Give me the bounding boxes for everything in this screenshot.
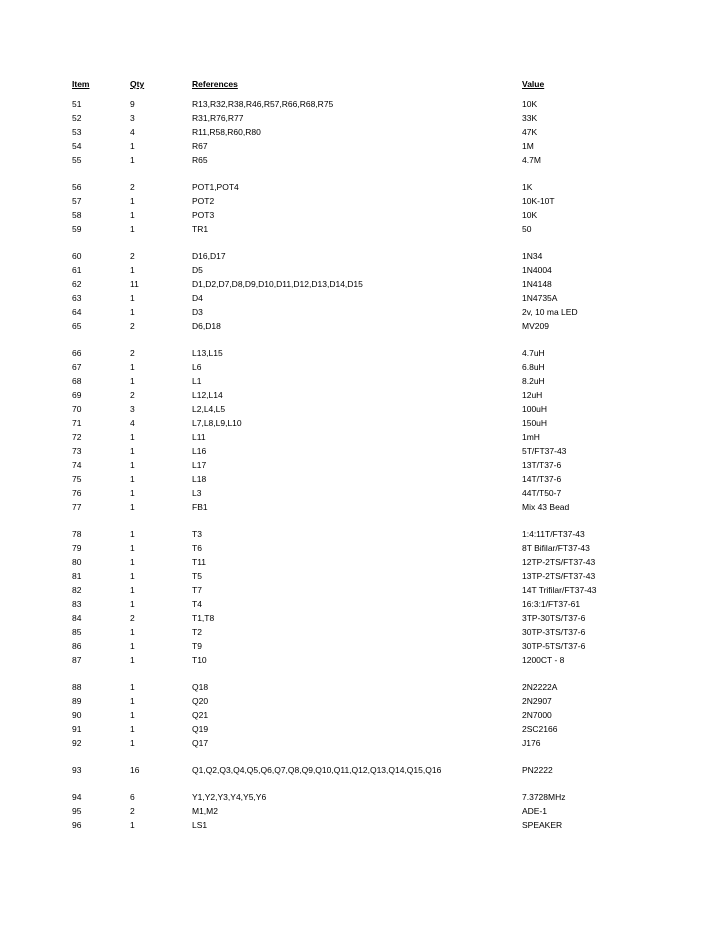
table-row	[72, 391, 672, 405]
cell-references: T6	[192, 543, 202, 553]
cell-qty: 1	[130, 376, 135, 386]
cell-references: L13,L15	[192, 348, 223, 358]
table-body	[72, 100, 672, 835]
cell-references: L1	[192, 376, 202, 386]
table-row	[72, 252, 672, 266]
cell-value: MV209	[522, 321, 549, 331]
cell-references: T3	[192, 529, 202, 539]
table-row	[72, 308, 672, 322]
cell-references: FB1	[192, 502, 208, 512]
cell-value: 1N4004	[522, 265, 552, 275]
cell-value: 10K	[522, 99, 538, 109]
cell-value: 4.7M	[522, 155, 541, 165]
table-row	[72, 821, 672, 835]
cell-item: 88	[72, 682, 82, 692]
cell-value: 30TP-5TS/T37-6	[522, 641, 586, 651]
cell-value: 1:4:11T/FT37-43	[522, 529, 585, 539]
cell-item: 96	[72, 820, 82, 830]
cell-references: M1,M2	[192, 806, 218, 816]
cell-item: 92	[72, 738, 82, 748]
cell-references: LS1	[192, 820, 208, 830]
table-row	[72, 475, 672, 489]
cell-qty: 6	[130, 792, 135, 802]
cell-qty: 3	[130, 113, 135, 123]
cell-qty: 1	[130, 293, 135, 303]
table-row	[72, 586, 672, 600]
cell-value: 2N2222A	[522, 682, 558, 692]
cell-item: 61	[72, 265, 82, 275]
table-row	[72, 266, 672, 280]
cell-references: D1,D2,D7,D8,D9,D10,D11,D12,D13,D14,D15	[192, 279, 363, 289]
cell-qty: 1	[130, 655, 135, 665]
cell-references: T9	[192, 641, 202, 651]
cell-item: 55	[72, 155, 82, 165]
table-row	[72, 614, 672, 628]
cell-item: 51	[72, 99, 82, 109]
cell-references: T1,T8	[192, 613, 215, 623]
cell-references: Q18	[192, 682, 209, 692]
table-row	[72, 183, 672, 197]
cell-item: 72	[72, 432, 82, 442]
cell-item: 54	[72, 141, 82, 151]
table-row	[72, 558, 672, 572]
cell-item: 84	[72, 613, 82, 623]
cell-value: Mix 43 Bead	[522, 502, 570, 512]
cell-item: 66	[72, 348, 82, 358]
cell-item: 87	[72, 655, 82, 665]
cell-value: 13TP-2TS/FT37-43	[522, 571, 596, 581]
cell-qty: 2	[130, 806, 135, 816]
cell-references: Q19	[192, 724, 209, 734]
table-row	[72, 128, 672, 142]
cell-qty: 1	[130, 224, 135, 234]
cell-item: 75	[72, 474, 82, 484]
table-header-row	[72, 80, 672, 100]
cell-references: L17	[192, 460, 207, 470]
cell-value: 4.7uH	[522, 348, 545, 358]
cell-qty: 1	[130, 599, 135, 609]
cell-qty: 4	[130, 127, 135, 137]
cell-item: 94	[72, 792, 82, 802]
cell-item: 73	[72, 446, 82, 456]
cell-references: R31,R76,R77	[192, 113, 244, 123]
spacer-cell	[72, 170, 672, 183]
cell-references: T5	[192, 571, 202, 581]
table-row	[72, 530, 672, 544]
spacer-cell	[72, 670, 672, 683]
table-group-spacer	[72, 170, 672, 183]
cell-item: 70	[72, 404, 82, 414]
cell-value: 1N4148	[522, 279, 552, 289]
cell-qty: 1	[130, 557, 135, 567]
cell-qty: 1	[130, 724, 135, 734]
cell-value: 6.8uH	[522, 362, 545, 372]
table-row	[72, 503, 672, 517]
cell-qty: 1	[130, 446, 135, 456]
cell-references: Y1,Y2,Y3,Y4,Y5,Y6	[192, 792, 267, 802]
table-row	[72, 683, 672, 697]
column-header-qty: Qty	[130, 79, 145, 89]
cell-item: 64	[72, 307, 82, 317]
cell-references: POT2	[192, 196, 215, 206]
cell-item: 80	[72, 557, 82, 567]
cell-value: PN2222	[522, 765, 553, 775]
cell-references: R67	[192, 141, 208, 151]
cell-value: 12uH	[522, 390, 543, 400]
cell-qty: 1	[130, 460, 135, 470]
cell-references: R13,R32,R38,R46,R57,R66,R68,R75	[192, 99, 334, 109]
cell-qty: 1	[130, 682, 135, 692]
cell-qty: 16	[130, 765, 140, 775]
cell-value: 10K-10T	[522, 196, 555, 206]
cell-qty: 2	[130, 182, 135, 192]
cell-qty: 1	[130, 307, 135, 317]
table-row	[72, 156, 672, 170]
table-row	[72, 405, 672, 419]
cell-references: T11	[192, 557, 207, 567]
cell-qty: 1	[130, 474, 135, 484]
cell-item: 95	[72, 806, 82, 816]
cell-value: 2N7000	[522, 710, 552, 720]
cell-item: 56	[72, 182, 82, 192]
cell-references: D16,D17	[192, 251, 226, 261]
cell-value: 10K	[522, 210, 538, 220]
cell-references: D6,D18	[192, 321, 221, 331]
table-row	[72, 280, 672, 294]
cell-references: D3	[192, 307, 203, 317]
cell-value: 1N34	[522, 251, 543, 261]
cell-value: 100uH	[522, 404, 548, 414]
table-header	[72, 80, 672, 100]
cell-references: T7	[192, 585, 202, 595]
cell-qty: 2	[130, 251, 135, 261]
cell-references: POT1,POT4	[192, 182, 239, 192]
table-row	[72, 197, 672, 211]
spacer-cell	[72, 336, 672, 349]
cell-references: D5	[192, 265, 203, 275]
cell-value: 13T/T37-6	[522, 460, 562, 470]
cell-item: 82	[72, 585, 82, 595]
cell-item: 69	[72, 390, 82, 400]
table-row	[72, 100, 672, 114]
cell-references: TR1	[192, 224, 209, 234]
column-header-references: References	[192, 79, 238, 89]
table-row	[72, 725, 672, 739]
table-row	[72, 211, 672, 225]
cell-references: L18	[192, 474, 207, 484]
table-row	[72, 544, 672, 558]
cell-item: 60	[72, 251, 82, 261]
cell-value: 1mH	[522, 432, 540, 442]
cell-value: 7.3728MHz	[522, 792, 566, 802]
cell-value: 5T/FT37-43	[522, 446, 567, 456]
cell-item: 71	[72, 418, 82, 428]
table-row	[72, 656, 672, 670]
spacer-cell	[72, 780, 672, 793]
cell-qty: 1	[130, 738, 135, 748]
table-row	[72, 419, 672, 433]
cell-item: 76	[72, 488, 82, 498]
cell-value: 8T Bifilar/FT37-43	[522, 543, 590, 553]
table-row	[72, 142, 672, 156]
cell-references: T10	[192, 655, 207, 665]
cell-item: 78	[72, 529, 82, 539]
column-header-item: Item	[72, 79, 90, 89]
cell-qty: 1	[130, 196, 135, 206]
cell-references: POT3	[192, 210, 215, 220]
cell-value: 3TP-30TS/T37-6	[522, 613, 586, 623]
cell-item: 85	[72, 627, 82, 637]
cell-qty: 3	[130, 404, 135, 414]
cell-value: 1M	[522, 141, 534, 151]
table-row	[72, 349, 672, 363]
table-row	[72, 793, 672, 807]
table-group-spacer	[72, 780, 672, 793]
cell-qty: 1	[130, 641, 135, 651]
cell-qty: 1	[130, 696, 135, 706]
table-row	[72, 114, 672, 128]
cell-value: 8.2uH	[522, 376, 545, 386]
cell-qty: 1	[130, 627, 135, 637]
cell-item: 53	[72, 127, 82, 137]
cell-value: 50	[522, 224, 532, 234]
cell-value: 2N2907	[522, 696, 552, 706]
table-row	[72, 447, 672, 461]
cell-value: 12TP-2TS/FT37-43	[522, 557, 596, 567]
cell-qty: 1	[130, 820, 135, 830]
cell-value: 2v, 10 ma LED	[522, 307, 578, 317]
table-row	[72, 697, 672, 711]
cell-references: Q21	[192, 710, 209, 720]
cell-references: L3	[192, 488, 202, 498]
table-row	[72, 642, 672, 656]
cell-item: 93	[72, 765, 82, 775]
cell-value: J176	[522, 738, 541, 748]
cell-references: L12,L14	[192, 390, 223, 400]
table-row	[72, 363, 672, 377]
cell-value: SPEAKER	[522, 820, 563, 830]
cell-references: L2,L4,L5	[192, 404, 226, 414]
cell-item: 65	[72, 321, 82, 331]
cell-references: L11	[192, 432, 206, 442]
cell-item: 74	[72, 460, 82, 470]
cell-value: 47K	[522, 127, 538, 137]
cell-value: 1K	[522, 182, 533, 192]
table-row	[72, 766, 672, 780]
cell-references: L7,L8,L9,L10	[192, 418, 242, 428]
cell-qty: 1	[130, 265, 135, 275]
spacer-cell	[72, 239, 672, 252]
cell-value: 2SC2166	[522, 724, 558, 734]
table-row	[72, 489, 672, 503]
cell-item: 67	[72, 362, 82, 372]
table-row	[72, 807, 672, 821]
cell-value: ADE-1	[522, 806, 548, 816]
cell-item: 77	[72, 502, 82, 512]
table-group-spacer	[72, 670, 672, 683]
cell-qty: 4	[130, 418, 135, 428]
table-row	[72, 628, 672, 642]
cell-qty: 1	[130, 543, 135, 553]
cell-references: T2	[192, 627, 202, 637]
cell-item: 90	[72, 710, 82, 720]
table-row	[72, 461, 672, 475]
cell-value: 14T/T37-6	[522, 474, 562, 484]
table-row	[72, 711, 672, 725]
cell-qty: 1	[130, 502, 135, 512]
cell-value: 1N4735A	[522, 293, 558, 303]
cell-item: 62	[72, 279, 82, 289]
cell-references: R65	[192, 155, 208, 165]
cell-value: 16:3:1/FT37-61	[522, 599, 581, 609]
cell-value: 33K	[522, 113, 538, 123]
cell-qty: 1	[130, 710, 135, 720]
cell-qty: 2	[130, 321, 135, 331]
table-row	[72, 225, 672, 239]
cell-value: 1200CT - 8	[522, 655, 565, 665]
table-row	[72, 572, 672, 586]
table-row	[72, 322, 672, 336]
table-group-spacer	[72, 239, 672, 252]
cell-references: L16	[192, 446, 207, 456]
cell-references: Q17	[192, 738, 209, 748]
cell-qty: 1	[130, 488, 135, 498]
cell-item: 79	[72, 543, 82, 553]
cell-qty: 1	[130, 155, 135, 165]
table-row	[72, 600, 672, 614]
cell-qty: 2	[130, 348, 135, 358]
cell-references: L6	[192, 362, 202, 372]
cell-value: 14T Trifilar/FT37-43	[522, 585, 597, 595]
cell-references: D4	[192, 293, 203, 303]
cell-value: 30TP-3TS/T37-6	[522, 627, 586, 637]
cell-item: 81	[72, 571, 82, 581]
cell-item: 68	[72, 376, 82, 386]
cell-item: 57	[72, 196, 82, 206]
cell-item: 58	[72, 210, 82, 220]
bill-of-materials-table	[72, 80, 672, 835]
table-row	[72, 377, 672, 391]
cell-value: 44T/T50-7	[522, 488, 562, 498]
cell-qty: 1	[130, 362, 135, 372]
cell-item: 86	[72, 641, 82, 651]
cell-references: Q1,Q2,Q3,Q4,Q5,Q6,Q7,Q8,Q9,Q10,Q11,Q12,Q13,Q14,Q15,Q16	[192, 765, 442, 775]
cell-item: 63	[72, 293, 82, 303]
cell-qty: 1	[130, 432, 135, 442]
cell-qty: 1	[130, 141, 135, 151]
table-row	[72, 739, 672, 753]
cell-qty: 2	[130, 390, 135, 400]
cell-item: 52	[72, 113, 82, 123]
cell-qty: 9	[130, 99, 135, 109]
cell-qty: 11	[130, 279, 139, 289]
cell-references: Q20	[192, 696, 209, 706]
cell-item: 59	[72, 224, 82, 234]
column-header-value: Value	[522, 79, 545, 89]
cell-qty: 1	[130, 571, 135, 581]
cell-qty: 2	[130, 613, 135, 623]
table-group-spacer	[72, 336, 672, 349]
table-row	[72, 294, 672, 308]
cell-item: 91	[72, 724, 82, 734]
cell-qty: 1	[130, 529, 135, 539]
table-row	[72, 433, 672, 447]
cell-qty: 1	[130, 585, 135, 595]
cell-references: T4	[192, 599, 202, 609]
cell-references: R11,R58,R60,R80	[192, 127, 261, 137]
cell-item: 89	[72, 696, 82, 706]
cell-value: 150uH	[522, 418, 548, 428]
cell-item: 83	[72, 599, 82, 609]
cell-qty: 1	[130, 210, 135, 220]
